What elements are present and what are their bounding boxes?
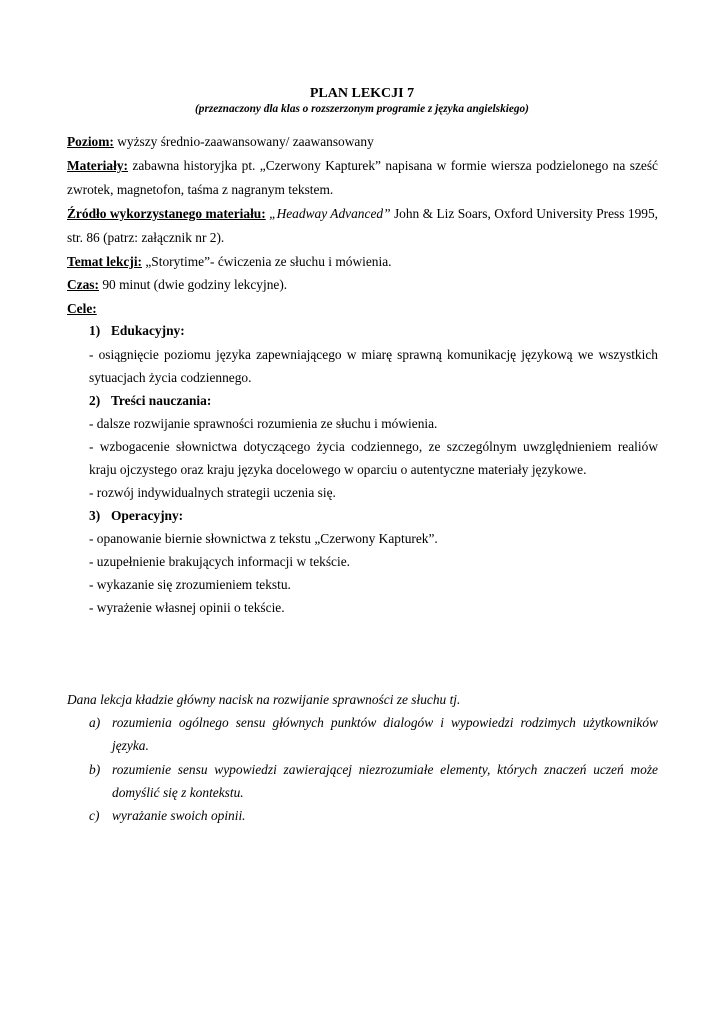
- focus-a-letter: a): [89, 715, 101, 730]
- zrodlo-authors: John & Liz Soars, Oxford University Press 1995,: [390, 206, 659, 221]
- poziom-value: wyższy średnio-zaawansowany/ zaawansowany: [113, 134, 374, 149]
- poziom-line: [67, 134, 374, 150]
- cele-2-heading: Treści nauczania:: [111, 393, 212, 408]
- zrodlo-line-2: str. 86 (patrz: załącznik nr 2).: [67, 230, 225, 245]
- czas-line: [67, 277, 287, 293]
- cele-1-line-1: - osiągnięcie poziomu języka zapewniającego w miarę sprawną komunikację językową we wszystkich: [89, 347, 658, 362]
- focus-intro: Dana lekcja kładzie główny nacisk na rozwijanie sprawności ze słuchu tj.: [67, 692, 461, 707]
- cele-line: [67, 301, 97, 317]
- cele-3-line-1: - opanowanie biernie słownictwa z tekstu „Czerwony Kapturek”.: [89, 531, 438, 546]
- materialy-line-1: [67, 158, 658, 174]
- czas-label: Czas:: [67, 277, 99, 292]
- zrodlo-line-1: [67, 206, 658, 222]
- focus-c-letter: c): [89, 808, 100, 823]
- cele-3-heading: Operacyjny:: [111, 508, 184, 523]
- cele-3-number: 3): [89, 508, 101, 523]
- materialy-value: zabawna historyjka pt. „Czerwony Kapturek” napisana w formie wiersza podzielonego na sześć: [127, 158, 658, 173]
- focus-a-line-2: języka.: [112, 738, 149, 753]
- temat-line: [67, 254, 392, 270]
- page-subtitle: (przeznaczony dla klas o rozszerzonym programie z języka angielskiego): [195, 103, 529, 115]
- czas-value: 90 minut (dwie godziny lekcyjne).: [98, 277, 288, 292]
- cele-2-line-3: kraju ojczystego oraz kraju języka docelowego w oparciu o autentyczne materiały językowe.: [89, 462, 587, 477]
- cele-3-line-3: - wykazanie się zrozumieniem tekstu.: [89, 577, 291, 592]
- cele-label: Cele:: [67, 301, 97, 316]
- cele-3-line-2: - uzupełnienie brakujących informacji w tekście.: [89, 554, 351, 569]
- temat-label: Temat lekcji:: [67, 254, 142, 269]
- focus-a-line-1: rozumienia ogólnego sensu głównych punktów dialogów i wypowiedzi rodzimych użytkowników: [112, 715, 658, 730]
- cele-2-line-4: - rozwój indywidualnych strategii uczenia się.: [89, 485, 336, 500]
- cele-1-number: 1): [89, 323, 101, 338]
- cele-3-line-4: - wyrażenie własnej opinii o tekście.: [89, 600, 285, 615]
- cele-1-line-2: sytuacjach życia codziennego.: [89, 370, 252, 385]
- zrodlo-label: Źródło wykorzystanego materiału:: [67, 206, 266, 221]
- cele-2-number: 2): [89, 393, 101, 408]
- temat-value: „Storytime”- ćwiczenia ze słuchu i mówienia.: [142, 254, 392, 269]
- focus-b-line-1: rozumienie sensu wypowiedzi zawierającej niezrozumiałe elementy, których znaczeń uczeń może: [112, 762, 658, 777]
- cele-1-heading: Edukacyjny:: [111, 323, 185, 338]
- materialy-line-2: zwrotek, magnetofon, taśma z nagranym tekstem.: [67, 182, 334, 197]
- focus-b-line-2: domyślić się z kontekstu.: [112, 785, 244, 800]
- page-title: PLAN LEKCJI 7: [309, 86, 415, 101]
- focus-b-letter: b): [89, 762, 101, 777]
- cele-2-line-2: - wzbogacenie słownictwa dotyczącego życia codziennego, ze szczególnym uwzględnieniem realiów: [89, 439, 658, 454]
- cele-2-line-1: - dalsze rozwijanie sprawności rozumienia ze słuchu i mówienia.: [89, 416, 438, 431]
- focus-c-line-1: wyrażanie swoich opinii.: [112, 808, 246, 823]
- zrodlo-book-title: „Headway Advanced”: [265, 206, 391, 221]
- poziom-label: Poziom:: [67, 134, 114, 149]
- materialy-label: Materiały:: [67, 158, 128, 173]
